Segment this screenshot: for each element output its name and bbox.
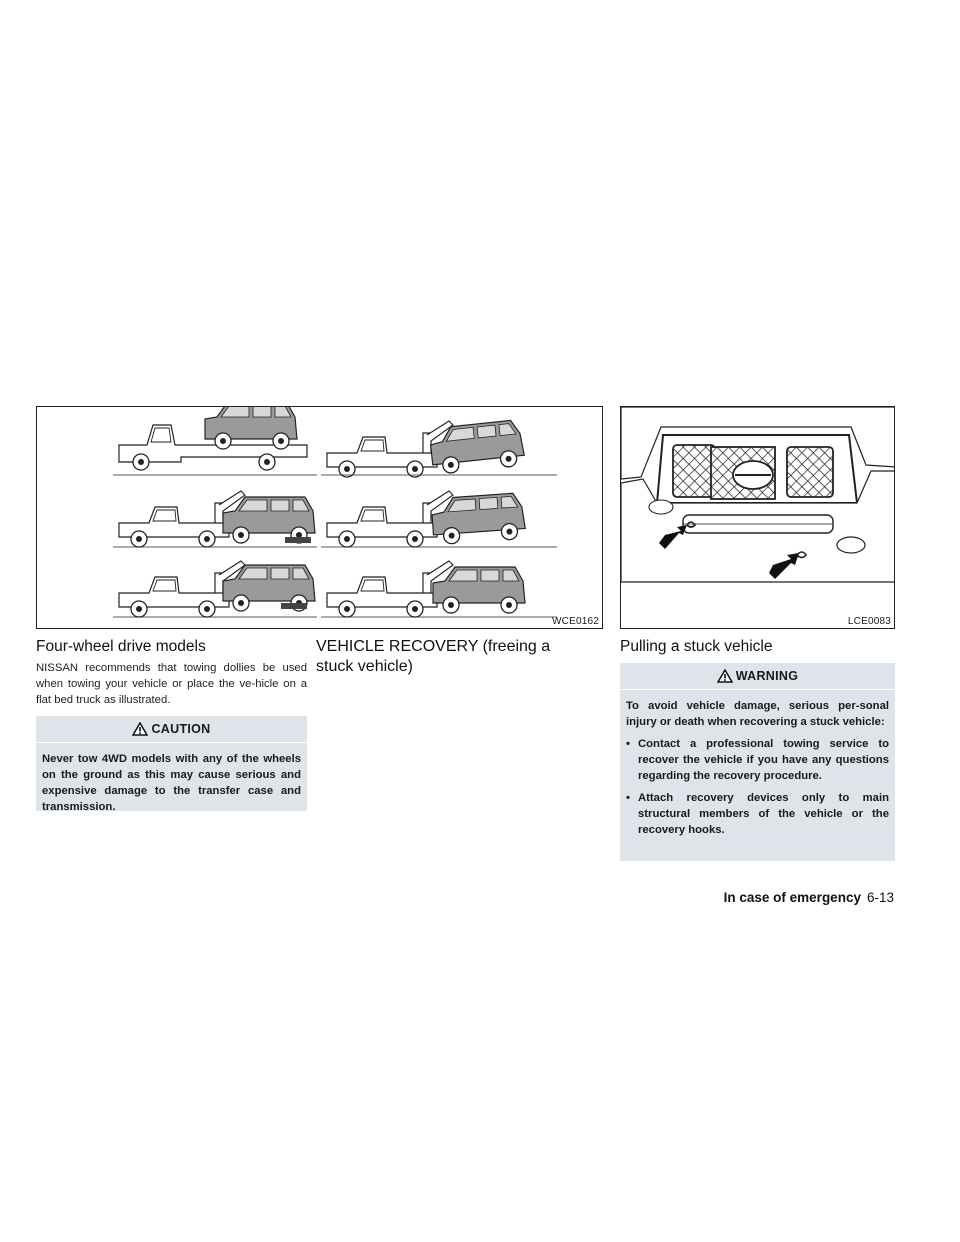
warning-bullet <box>626 736 889 784</box>
caution-title <box>36 716 307 743</box>
footer-section-title: In case of emergency <box>723 890 861 905</box>
section-heading-pulling-stuck-vehicle: Pulling a stuck vehicle <box>620 638 773 655</box>
towing-methods-figure <box>36 406 603 629</box>
bullet-mark: • <box>626 792 630 804</box>
caution-label: CAUTION <box>151 722 211 736</box>
towing-paragraph: NISSAN recommends that towing dollies be used when towing your vehicle or place the ve-hicle on a flat bed truck as illustrated. <box>36 662 307 706</box>
bumper-illustration <box>621 407 895 629</box>
figure-code: WCE0162 <box>552 616 599 627</box>
bullet-text: Attach recovery devices only to main structural members of the vehicle or the recovery hooks. <box>638 792 889 836</box>
figure-code: LCE0083 <box>847 616 891 627</box>
recovery-hooks-figure <box>620 406 895 629</box>
page-number: 6-13 <box>866 890 894 905</box>
section-heading-vehicle-recovery: VEHICLE RECOVERY (freeing a stuck vehicle) <box>316 638 551 675</box>
caution-text: Never tow 4WD models with any of the wheels on the ground as this may cause serious and expensive damage to the transfer case and transmission. <box>42 753 301 813</box>
warning-triangle-icon <box>132 722 148 736</box>
warning-label: WARNING <box>735 669 799 683</box>
warning-title <box>620 663 895 690</box>
warning-intro: To avoid vehicle damage, serious per-sonal injury or death when recovering a stuck vehicle: <box>626 700 889 728</box>
bullet-mark: • <box>626 738 630 750</box>
caution-box <box>36 716 307 811</box>
bullet-text: Contact a professional towing service to recover the vehicle if you have any questions regarding the recovery procedure. <box>638 738 889 782</box>
warning-triangle-icon <box>717 669 733 683</box>
warning-box <box>620 663 895 861</box>
page-footer <box>724 890 894 905</box>
towing-illustration <box>37 407 603 629</box>
warning-bullet <box>626 790 889 838</box>
section-heading-four-wheel-drive: Four-wheel drive models <box>36 638 206 655</box>
